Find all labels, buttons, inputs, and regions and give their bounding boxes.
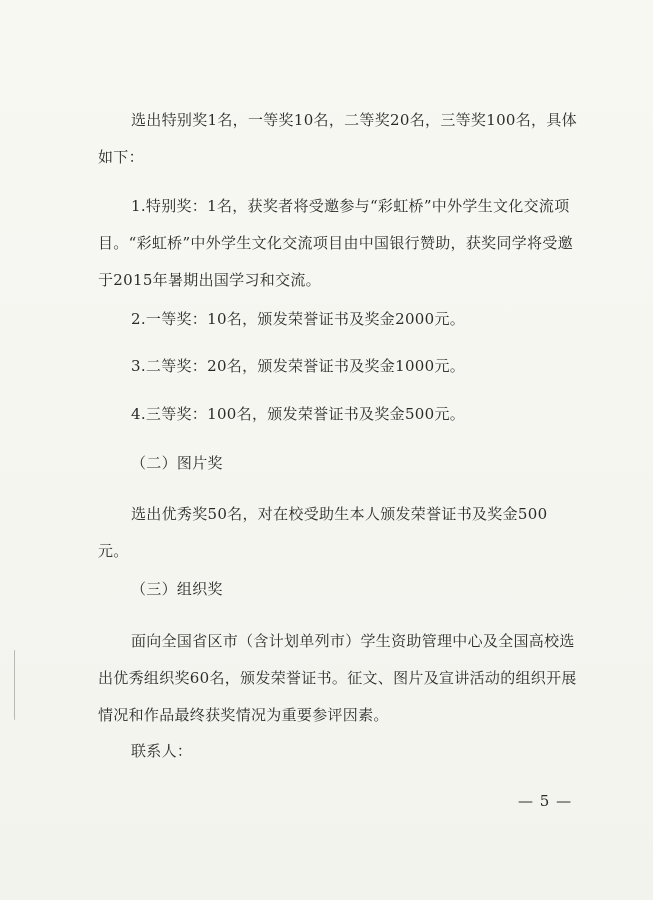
paragraph-third-prize: 4.三等奖：100名，颁发荣誉证书及奖金500元。 (131, 405, 466, 423)
paragraph-organization-award: 面向全国省区市（含计划单列市）学生资助管理中心及全国高校选出优秀组织奖60名，颁发荣誉证书。征文、图片及宣讲活动的组织开展情况和作品最终获奖情况为重要参评因素。 (98, 632, 577, 724)
section-heading-organization-award: （三）组织奖 (131, 580, 223, 598)
paragraph-second-prize: 3.二等奖：20名，颁发荣誉证书及奖金1000元。 (131, 357, 466, 375)
paragraph-first-prize: 2.一等奖：10名，颁发荣誉证书及奖金2000元。 (131, 310, 466, 328)
page-number: — 5 — (518, 792, 573, 810)
section-heading-photo-award: （二）图片奖 (131, 454, 223, 472)
paragraph-awards-summary: 选出特别奖1名，一等奖10名，二等奖20名，三等奖100名，具体如下： (98, 111, 577, 166)
paragraph-photo-award: 选出优秀奖50名，对在校受助生本人颁发荣誉证书及奖金500元。 (98, 505, 548, 560)
binding-edge-mark (14, 650, 17, 720)
paragraph-special-award: 1.特别奖：1名，获奖者将受邀参与“彩虹桥”中外学生文化交流项目。“彩虹桥”中外学生文化交流项目由中国银行赞助，获奖同学将受邀于2015年暑期出国学习和交流。 (98, 197, 573, 289)
paragraph-contact: 联系人： (131, 742, 193, 760)
